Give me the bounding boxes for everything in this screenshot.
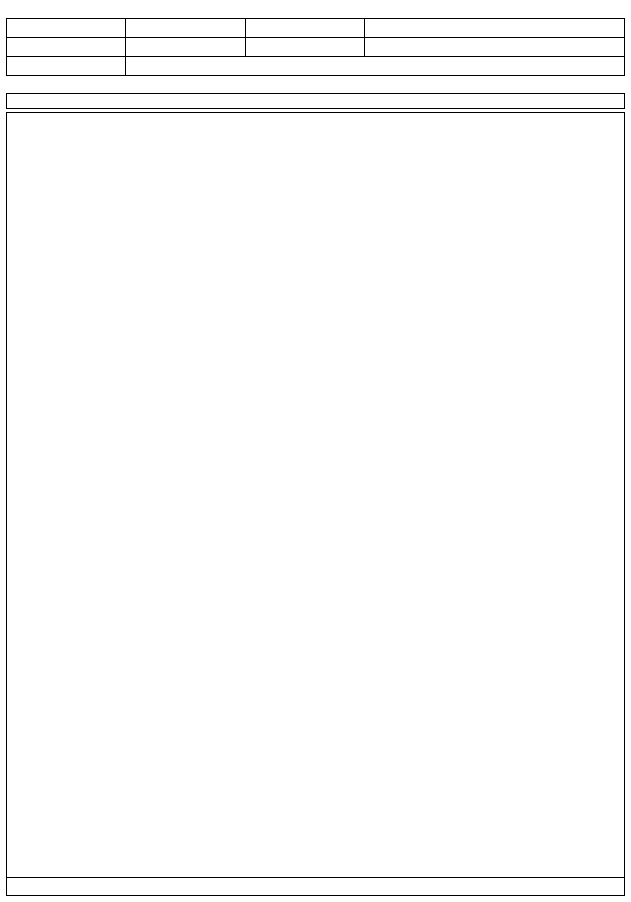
- column-header: [6, 93, 625, 109]
- questions-table: [6, 112, 625, 878]
- exam-header: [6, 4, 625, 92]
- header-table: [6, 18, 625, 76]
- page-footer: [6, 878, 625, 896]
